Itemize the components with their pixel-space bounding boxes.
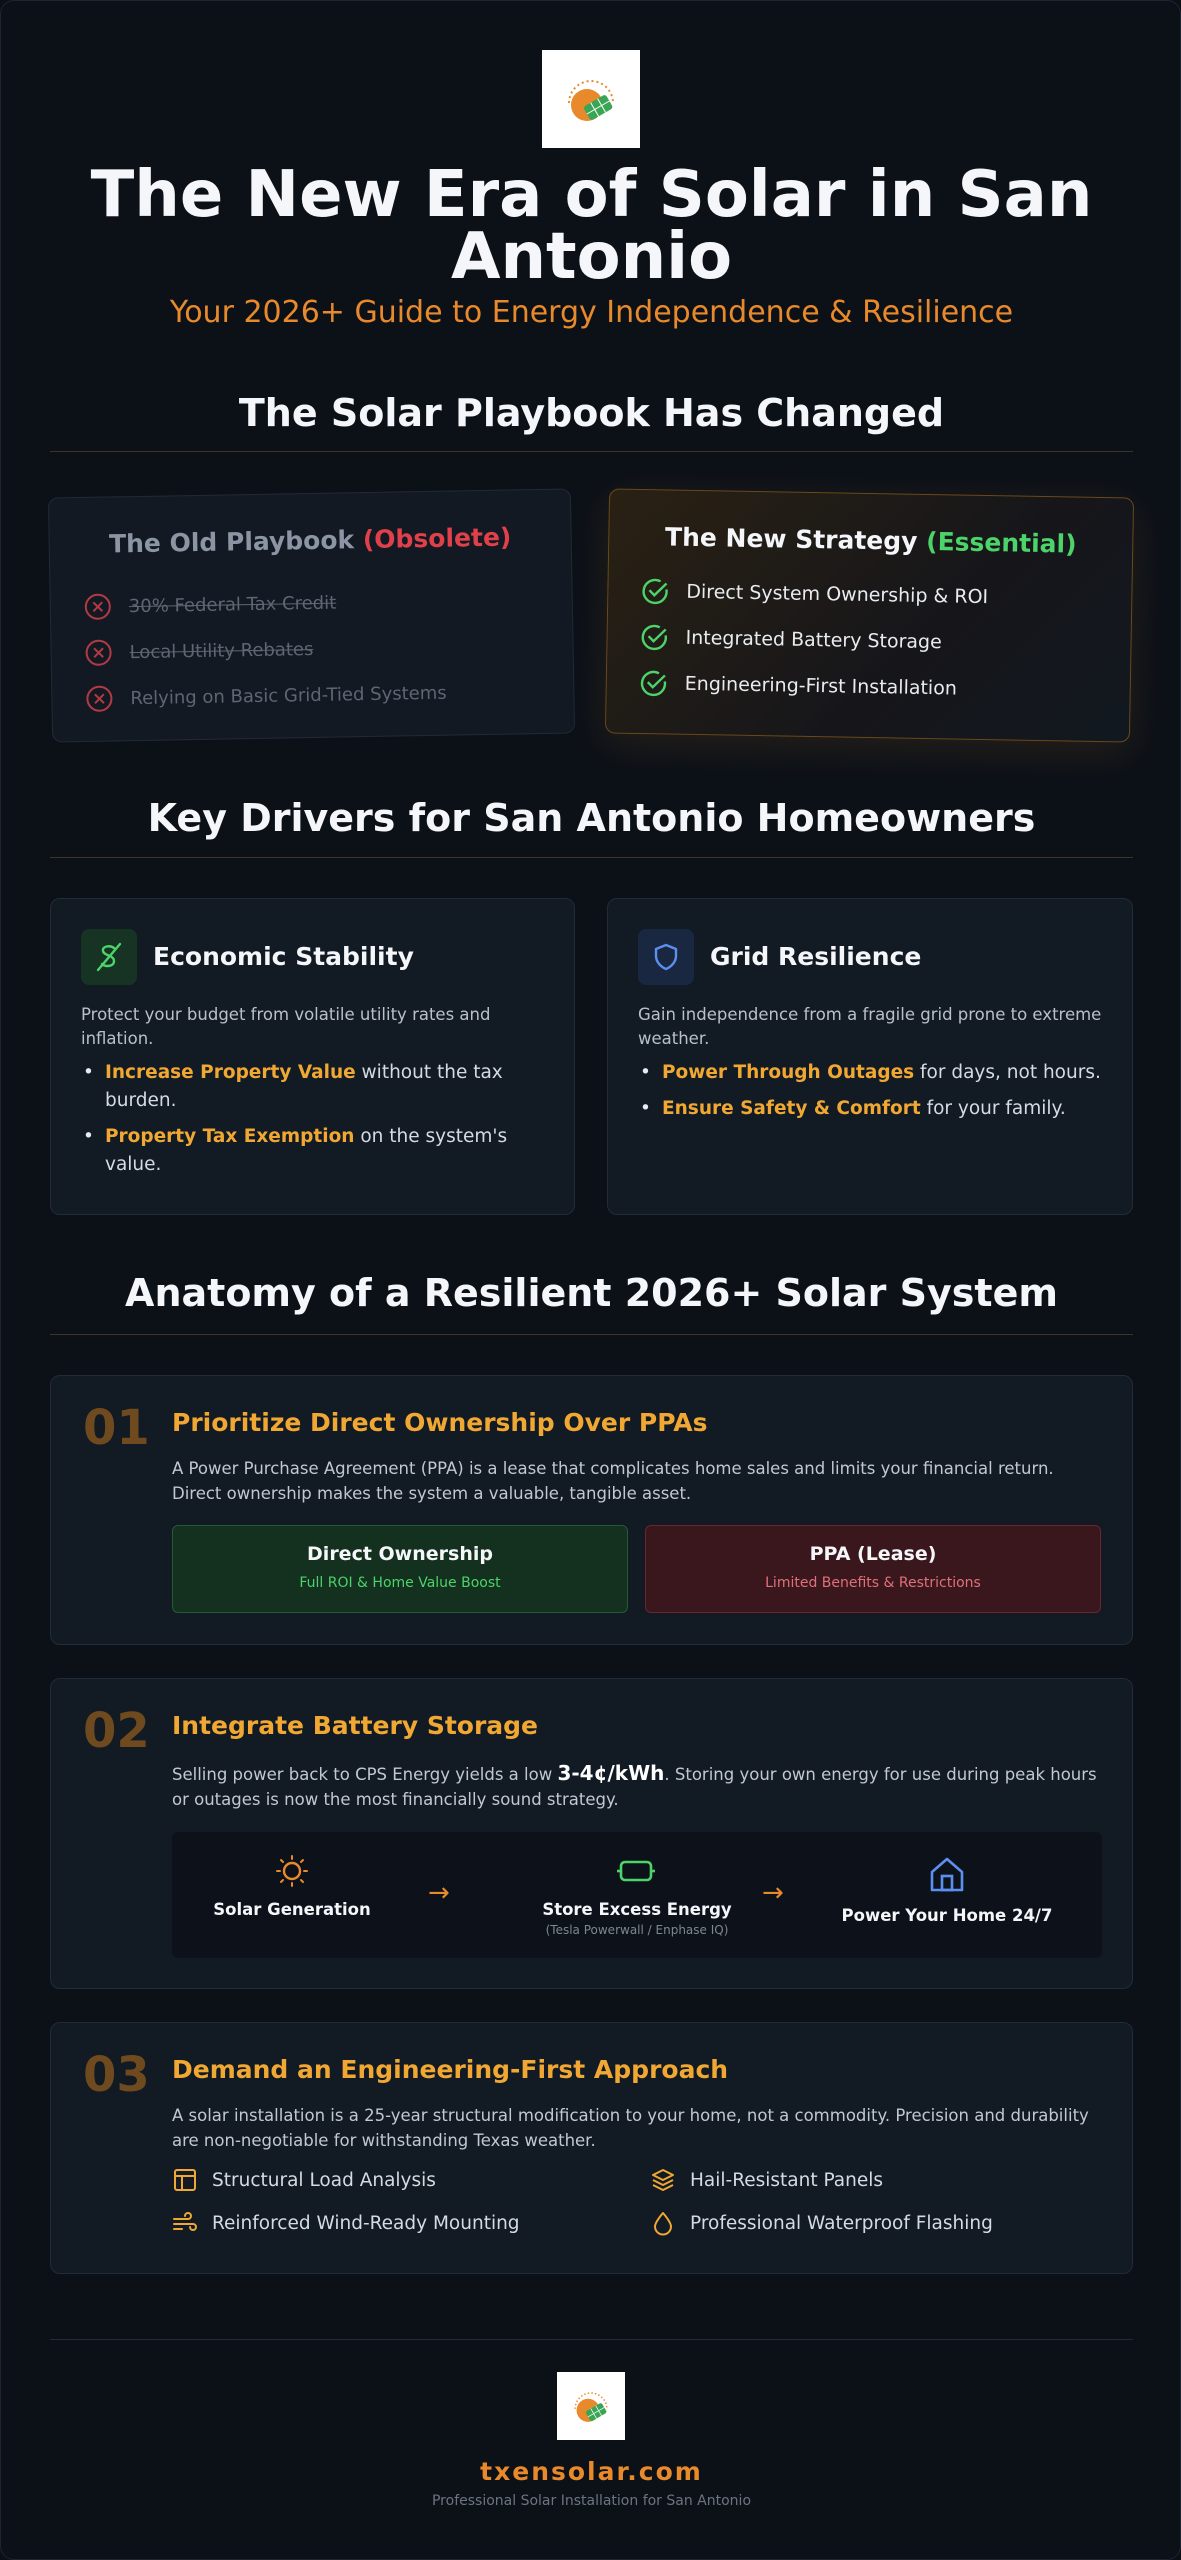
new-item: Engineering-First Installation (639, 668, 958, 704)
step-number: 01 (83, 1400, 150, 1456)
step-description: Selling power back to CPS Energy yields a low 3-4¢/kWh. Storing your own energy for use during peak hours or outages is now the most financially sound strategy. (172, 1761, 1097, 1809)
step-title: Integrate Battery Storage (172, 1711, 539, 1740)
list-item: • Increase Property Value without the tax burden. (81, 1059, 551, 1115)
footer-website-link[interactable]: txensolar.com (480, 2457, 703, 2486)
step-ownership-card (50, 1375, 1133, 1645)
dollar-chart-icon (81, 929, 137, 985)
wind-icon (172, 2210, 198, 2236)
old-item: 30% Federal Tax Credit (83, 588, 337, 622)
flow-arrow: → (428, 1878, 450, 1908)
step-battery-card (50, 1678, 1133, 1989)
direct-ownership-title: Direct Ownership (307, 1543, 493, 1565)
grid-resilience-card (607, 898, 1133, 1215)
page-subtitle: Your 2026+ Guide to Energy Independence & Resilience (169, 295, 1014, 330)
ppa-lease-sub: Limited Benefits & Restrictions (765, 1575, 981, 1591)
sun-icon (275, 1854, 309, 1888)
old-item: Local Utility Rebates (83, 634, 313, 668)
step-description: A solar installation is a 25-year structural modification to your home, not a commodity. Precision and durability are non-negotiable for withstanding Texas weather. (172, 2106, 1089, 2150)
grid-benefits-list (638, 1059, 1108, 1131)
energy-flow-diagram (172, 1832, 1102, 1958)
obsolete-tag: (Obsolete) (362, 522, 512, 555)
new-item: Integrated Battery Storage (639, 622, 942, 657)
blueprint-icon (172, 2167, 198, 2193)
step-number: 03 (83, 2047, 150, 2103)
economic-benefits-list (81, 1059, 551, 1187)
feature-structural: Structural Load Analysis (172, 2167, 436, 2193)
essential-tag: (Essential) (925, 526, 1077, 559)
feature-wind: Reinforced Wind-Ready Mounting (172, 2210, 520, 2236)
step-engineering-card (50, 2022, 1133, 2274)
old-item: Relying on Basic Grid-Tied Systems (84, 678, 447, 714)
old-playbook-card (48, 488, 575, 742)
list-item: • Ensure Safety & Comfort for your family. (638, 1095, 1108, 1123)
droplet-icon (650, 2210, 676, 2236)
check-circle-icon (640, 576, 671, 607)
flow-arrow: → (762, 1878, 784, 1908)
feature-hail: Hail-Resistant Panels (650, 2167, 883, 2193)
x-circle-icon (83, 637, 114, 668)
list-item: • Property Tax Exemption on the system's value. (81, 1123, 551, 1179)
drivers-section-title: Key Drivers for San Antonio Homeowners (147, 796, 1036, 840)
step-title: Demand an Engineering-First Approach (172, 2055, 729, 2084)
shield-icon (638, 929, 694, 985)
section-divider (50, 451, 1133, 452)
new-strategy-heading: The New Strategy (Essential) (664, 522, 1077, 559)
section-divider (50, 857, 1133, 858)
step-title: Prioritize Direct Ownership Over PPAs (172, 1408, 708, 1437)
footer-tagline: Professional Solar Installation for San Antonio (431, 2493, 752, 2509)
x-circle-icon (84, 683, 115, 714)
step-description: A Power Purchase Agreement (PPA) is a lease that complicates home sales and limits your financial return. Direct ownership makes the system a valuable, tangible asset. (172, 1459, 1054, 1503)
flow-node-solar: Solar Generation (202, 1854, 382, 1919)
economic-stability-desc: Protect your budget from volatile utility rates and inflation. (81, 1005, 491, 1048)
brand-logo (542, 50, 640, 148)
battery-icon (615, 1854, 659, 1888)
ppa-lease-title: PPA (Lease) (809, 1543, 937, 1565)
check-circle-icon (639, 668, 670, 699)
footer-logo (557, 2372, 625, 2440)
flow-node-home: Power Your Home 24/7 (837, 1854, 1057, 1925)
direct-ownership-sub: Full ROI & Home Value Boost (299, 1575, 501, 1591)
rate-value: 3-4¢/kWh (557, 1761, 665, 1785)
playbook-section-title: The Solar Playbook Has Changed (238, 391, 945, 435)
x-circle-icon (83, 591, 114, 622)
list-item: • Power Through Outages for days, not hours. (638, 1059, 1108, 1087)
flow-node-storage: Store Excess Energy (Tesla Powerwall / Enphase IQ) (507, 1854, 767, 1937)
page-title: The New Era of Solar in San Antonio (90, 158, 1093, 294)
step-number: 02 (83, 1703, 150, 1759)
home-icon (927, 1854, 967, 1894)
grid-resilience-desc: Gain independence from a fragile grid prone to extreme weather. (638, 1005, 1102, 1048)
grid-resilience-title: Grid Resilience (710, 942, 922, 971)
new-item: Direct System Ownership & ROI (640, 576, 988, 612)
anatomy-section-title: Anatomy of a Resilient 2026+ Solar System (125, 1271, 1058, 1315)
direct-ownership-box (172, 1525, 628, 1613)
ppa-lease-box (645, 1525, 1101, 1613)
new-strategy-card (605, 488, 1134, 742)
economic-stability-title: Economic Stability (153, 942, 414, 971)
old-playbook-heading: The Old Playbook (Obsolete) (108, 522, 512, 559)
feature-waterproof: Professional Waterproof Flashing (650, 2210, 993, 2236)
layers-icon (650, 2167, 676, 2193)
check-circle-icon (639, 622, 670, 653)
economic-stability-card (50, 898, 575, 1215)
footer-divider (50, 2339, 1133, 2340)
section-divider (50, 1334, 1133, 1335)
